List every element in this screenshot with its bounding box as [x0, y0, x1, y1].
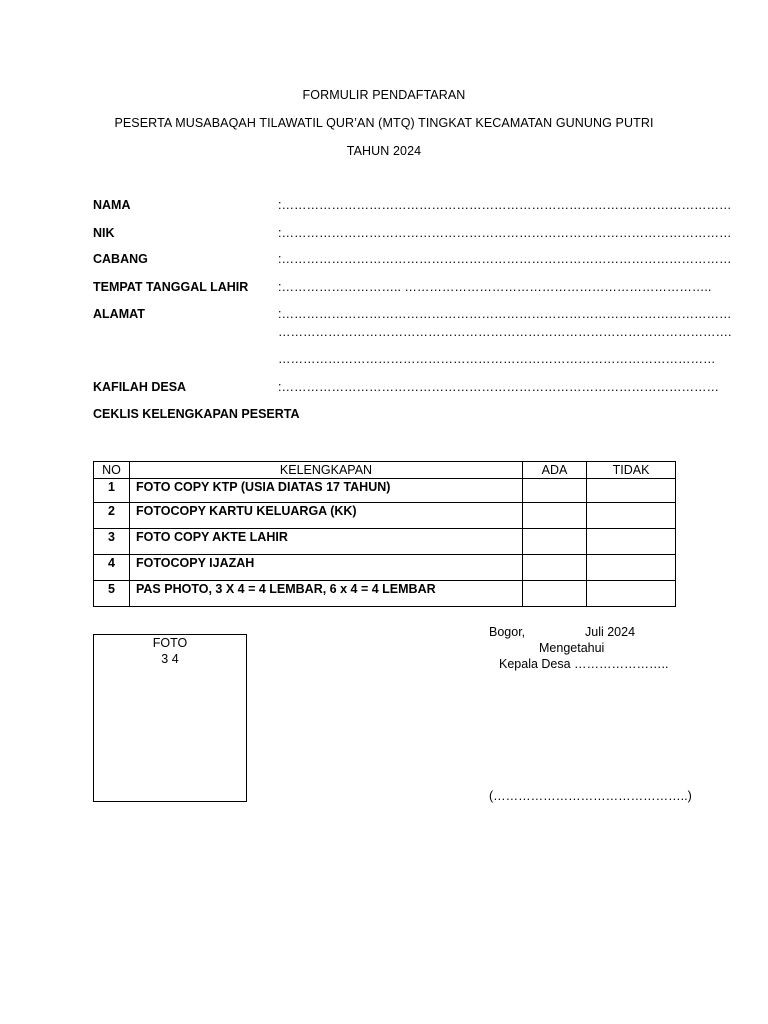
- row-ada-cell[interactable]: [523, 529, 587, 555]
- field-value-nik: :………………………………………………………………………………………………: [278, 226, 732, 240]
- signature-acknowledge: Mengetahui: [539, 641, 605, 655]
- field-label-alamat: ALAMAT: [93, 307, 145, 321]
- field-value-nama: :………………………………………………………………………………………………: [278, 198, 732, 212]
- checklist-table: [93, 461, 676, 607]
- col-header-no: NO: [94, 462, 130, 479]
- col-header-kelengkapan: KELENGKAPAN: [130, 462, 523, 479]
- field-value-cabang: :………………………………………………………………………………………………: [278, 252, 732, 266]
- field-value-alamat-line3: ……………………………………………………………………………………………: [278, 352, 716, 366]
- field-label-nik: NIK: [93, 226, 115, 240]
- signature-role: Kepala Desa …………………..: [499, 657, 669, 671]
- row-no: 4: [94, 555, 130, 581]
- signature-place: Bogor,: [489, 625, 526, 639]
- table-row: [94, 581, 676, 607]
- field-label-cabang: CABANG: [93, 252, 148, 266]
- row-tidak-cell[interactable]: [587, 529, 676, 555]
- table-row: [94, 529, 676, 555]
- table-header-row: [94, 462, 676, 479]
- form-year: TAHUN 2024: [346, 144, 422, 158]
- row-item: PAS PHOTO, 3 X 4 = 4 LEMBAR, 6 x 4 = 4 LEMBAR: [130, 581, 523, 607]
- field-value-kafilah: :……………………………………………………………………………………………: [278, 380, 719, 394]
- form-subtitle: PESERTA MUSABAQAH TILAWATIL QUR’AN (MTQ) TINGKAT KECAMATAN GUNUNG PUTRI: [114, 116, 654, 130]
- row-ada-cell[interactable]: [523, 479, 587, 503]
- row-ada-cell[interactable]: [523, 555, 587, 581]
- row-tidak-cell[interactable]: [587, 479, 676, 503]
- signature-date: Juli 2024: [585, 625, 636, 639]
- field-label-ttl: TEMPAT TANGGAL LAHIR: [93, 280, 249, 294]
- field-value-ttl: :……………………….. ………………………………………………………………..: [278, 280, 712, 294]
- row-no: 1: [94, 479, 130, 503]
- row-item: FOTOCOPY KARTU KELUARGA (KK): [130, 503, 523, 529]
- row-no: 5: [94, 581, 130, 607]
- table-row: [94, 479, 676, 503]
- checklist-heading: CEKLIS KELENGKAPAN PESERTA: [93, 407, 300, 421]
- col-header-ada: ADA: [523, 462, 587, 479]
- col-header-tidak: TIDAK: [587, 462, 676, 479]
- field-value-alamat-line2: ……………………………………………………………………………………………….: [278, 325, 732, 339]
- table-row: [94, 555, 676, 581]
- photo-size-label: 3 4: [161, 652, 179, 666]
- row-no: 2: [94, 503, 130, 529]
- signature-name-line: (………………………………………..): [489, 789, 692, 803]
- row-item: FOTO COPY KTP (USIA DIATAS 17 TAHUN): [130, 479, 523, 503]
- table-row: [94, 503, 676, 529]
- row-ada-cell[interactable]: [523, 503, 587, 529]
- row-no: 3: [94, 529, 130, 555]
- row-item: FOTOCOPY IJAZAH: [130, 555, 523, 581]
- row-tidak-cell[interactable]: [587, 503, 676, 529]
- row-item: FOTO COPY AKTE LAHIR: [130, 529, 523, 555]
- form-title: FORMULIR PENDAFTARAN: [302, 88, 466, 102]
- row-tidak-cell[interactable]: [587, 581, 676, 607]
- field-label-kafilah: KAFILAH DESA: [93, 380, 187, 394]
- field-label-nama: NAMA: [93, 198, 131, 212]
- field-value-alamat: :………………………………………………………………………………………………: [278, 307, 732, 321]
- photo-label: FOTO: [152, 636, 188, 650]
- photo-placeholder-box: [93, 634, 247, 802]
- row-tidak-cell[interactable]: [587, 555, 676, 581]
- row-ada-cell[interactable]: [523, 581, 587, 607]
